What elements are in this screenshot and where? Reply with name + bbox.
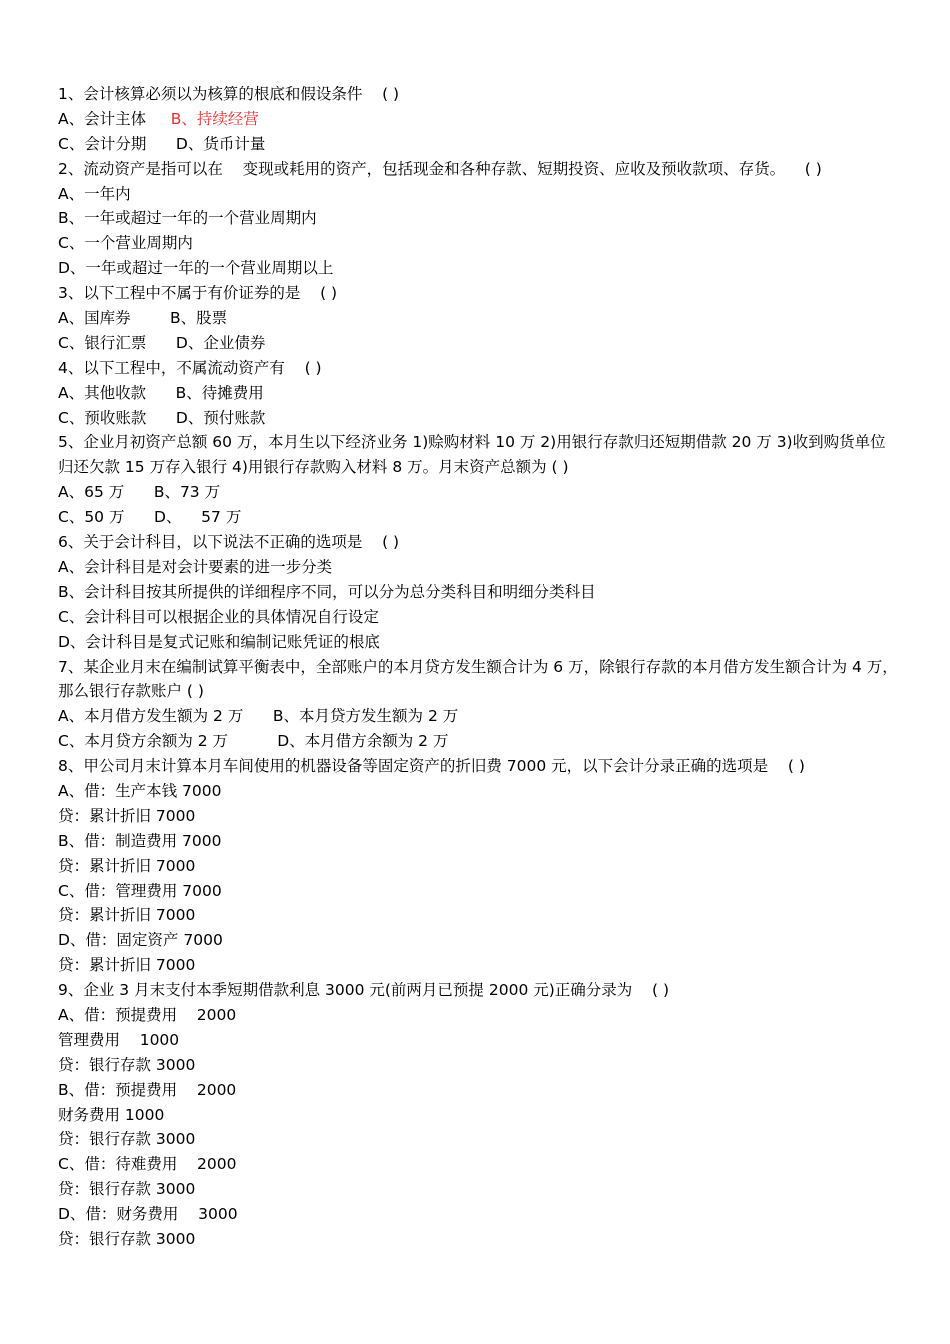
text-line xyxy=(58,1202,898,1227)
line-text: A、会计主体 xyxy=(58,109,171,128)
text-line xyxy=(58,256,898,281)
line-text: B、借：预提费用 2000 xyxy=(58,1080,237,1099)
text-line xyxy=(58,480,898,505)
text-line xyxy=(58,1103,898,1128)
line-text: A、国库券 B、股票 xyxy=(58,309,228,328)
text-line xyxy=(58,281,898,306)
highlighted-answer: B、持续经营 xyxy=(170,109,259,128)
line-text: 2、流动资产是指可以在 变现或耗用的资产，包括现金和各种存款、短期投资、应收及预收款项、存货。 ( ) xyxy=(58,159,822,178)
text-line xyxy=(58,157,898,182)
text-line xyxy=(58,854,898,879)
text-line xyxy=(58,729,898,754)
document-body xyxy=(58,82,898,1252)
line-text: B、借：制造费用 7000 xyxy=(58,831,222,850)
text-line xyxy=(58,1127,898,1152)
line-text: B、一年或超过一年的一个营业周期内 xyxy=(58,209,317,228)
line-text: 贷：银行存款 3000 xyxy=(58,1180,196,1199)
text-line xyxy=(58,505,898,530)
text-line xyxy=(58,555,898,580)
text-line xyxy=(58,879,898,904)
line-text: C、银行汇票 D、企业债券 xyxy=(58,333,266,352)
line-text: 3、以下工程中不属于有价证券的是 ( ) xyxy=(58,284,338,303)
line-text: D、借：财务费用 3000 xyxy=(58,1205,238,1224)
line-text: 1、会计核算必须以为核算的根底和假设条件 ( ) xyxy=(58,85,400,103)
text-line xyxy=(58,903,898,928)
line-text: 贷：银行存款 3000 xyxy=(58,1130,196,1149)
text-line xyxy=(58,779,898,804)
text-line xyxy=(58,1003,898,1028)
text-line xyxy=(58,82,898,107)
line-text: 6、关于会计科目，以下说法不正确的选项是 ( ) xyxy=(58,533,400,552)
text-line xyxy=(58,331,898,356)
text-line xyxy=(58,580,898,605)
line-text: 贷：累计折旧 7000 xyxy=(58,906,196,925)
line-text: C、会计科目可以根据企业的具体情况自行设定 xyxy=(58,607,379,626)
text-line xyxy=(58,107,898,132)
line-text: D、一年或超过一年的一个营业周期以上 xyxy=(58,259,334,278)
line-text: 7、某企业月末在编制试算平衡表中，全部账户的本月贷方发生额合计为 6 万，除银行存款的本月借方发生额合计为 4 万，那么银行存款账户 ( ) xyxy=(58,657,898,701)
line-text: 贷：累计折旧 7000 xyxy=(58,806,196,825)
text-line xyxy=(58,1078,898,1103)
line-text: 管理费用 1000 xyxy=(58,1030,180,1049)
text-line xyxy=(58,231,898,256)
text-line xyxy=(58,206,898,231)
line-text: C、本月贷方余额为 2 万 D、本月借方余额为 2 万 xyxy=(58,732,449,751)
text-line xyxy=(58,754,898,779)
text-line xyxy=(58,306,898,331)
line-text: C、借：待难费用 2000 xyxy=(58,1155,237,1174)
text-line xyxy=(58,530,898,555)
text-line xyxy=(58,630,898,655)
text-line xyxy=(58,928,898,953)
line-text: C、一个营业周期内 xyxy=(58,234,193,253)
line-text: 4、以下工程中，不属流动资产有 ( ) xyxy=(58,358,322,377)
line-text: C、借：管理费用 7000 xyxy=(58,881,222,900)
line-text: C、会计分期 D、货币计量 xyxy=(58,134,266,153)
text-line xyxy=(58,406,898,431)
line-text: C、50 万 D、 57 万 xyxy=(58,508,242,527)
line-text: 8、甲公司月末计算本月车间使用的机器设备等固定资产的折旧费 7000 元，以下会计分录正确的选项是 ( ) xyxy=(58,757,805,776)
line-text: 贷：累计折旧 7000 xyxy=(58,956,196,975)
text-line xyxy=(58,381,898,406)
text-line xyxy=(58,1227,898,1252)
text-line xyxy=(58,1053,898,1078)
line-text: A、一年内 xyxy=(58,184,131,203)
line-text: 贷：银行存款 3000 xyxy=(58,1055,196,1074)
text-line xyxy=(58,704,898,729)
line-text: 财务费用 1000 xyxy=(58,1105,165,1124)
line-text: A、借：预提费用 2000 xyxy=(58,1006,237,1025)
line-text: 贷：银行存款 3000 xyxy=(58,1230,196,1249)
line-text: A、借：生产本钱 7000 xyxy=(58,782,222,800)
line-text: C、预收账款 D、预付账款 xyxy=(58,408,266,427)
line-text: D、借：固定资产 7000 xyxy=(58,931,223,950)
text-line xyxy=(58,356,898,381)
text-line xyxy=(58,1177,898,1202)
line-text: 贷：累计折旧 7000 xyxy=(58,856,196,875)
text-line xyxy=(58,655,898,705)
line-text: A、会计科目是对会计要素的进一步分类 xyxy=(58,557,333,576)
line-text: 9、企业 3 月末支付本季短期借款利息 3000 元(前两月已预提 2000 元)正确分录为 ( ) xyxy=(58,981,670,1000)
text-line xyxy=(58,1152,898,1177)
text-line xyxy=(58,605,898,630)
text-line xyxy=(58,829,898,854)
text-line xyxy=(58,804,898,829)
text-line xyxy=(58,182,898,207)
line-text: B、会计科目按其所提供的详细程序不同，可以分为总分类科目和明细分类科目 xyxy=(58,582,596,601)
line-text: A、65 万 B、73 万 xyxy=(58,483,221,502)
line-text: D、会计科目是复式记账和编制记账凭证的根底 xyxy=(58,632,380,651)
line-text: 5、企业月初资产总额 60 万，本月生以下经济业务 1)赊购材料 10 万 2)用银行存款归还短期借款 20 万 3)收到购货单位归还欠款 15 万存入银行 4)用银行存款购入材料 8 万。月末资产总额为 ( ) xyxy=(58,433,886,477)
text-line xyxy=(58,132,898,157)
text-line xyxy=(58,978,898,1003)
text-line xyxy=(58,1028,898,1053)
line-text: A、其他收款 B、待摊费用 xyxy=(58,383,264,402)
line-text: A、本月借方发生额为 2 万 B、本月贷方发生额为 2 万 xyxy=(58,707,459,726)
text-line xyxy=(58,953,898,978)
text-line xyxy=(58,430,898,480)
